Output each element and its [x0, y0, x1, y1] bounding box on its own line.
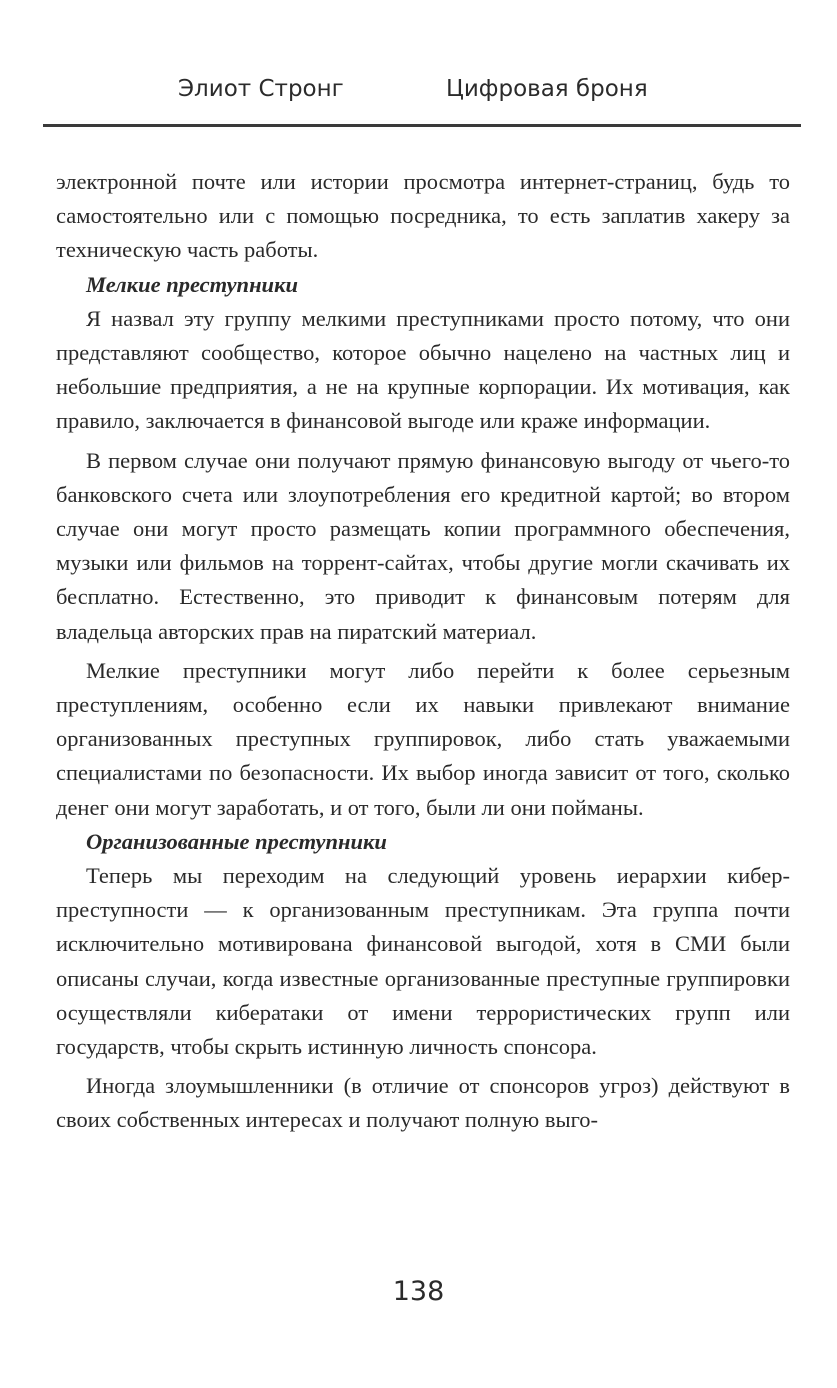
- paragraph: В первом случае они получают прямую финансовую выгоду от чьего-то банковского счета или злоупотребления его кредитной картой; во втором случае они могут просто размещать копии программного обеспечения, музыки или фильмов на торрент-сайтах, чтобы другие могли скачивать их бесплатно. Естественно, это приводит к финансовым потерям для владельца авторских прав на пиратский материал.: [56, 447, 790, 644]
- header-author: Элиот Стронг: [178, 76, 344, 102]
- paragraph: Теперь мы переходим на следующий уровень иерархии киберпреступности — к организованным преступникам. Эта группа почти исключительно мотивирована финансовой выгодой, хотя в СМИ были описаны случаи, когда известные организованные преступные группировки осуществляли кибератаки от имени террористических групп или государств, чтобы скрыть истинную личность спонсора.: [56, 863, 790, 1060]
- header-divider: [43, 124, 801, 127]
- page-number: 138: [392, 1276, 445, 1307]
- running-header: [0, 76, 837, 110]
- section-heading-petty-criminals: Мелкие преступники: [86, 271, 298, 297]
- paragraph: Мелкие преступники могут либо перейти к более серьезным преступлениям, особенно если их навыки привлекают внимание организованных преступных группировок, либо стать уважаемыми специалистами по безопасности. Их выбор иногда зависит от того, сколько денег они могут заработать, и от того, были ли они пойманы.: [56, 657, 790, 820]
- paragraph-continuation: электронной почте или истории просмотра интернет-страниц, будь то самостоятельно или с помощью посредника, то есть заплатив хакеру за техническую часть работы.: [56, 169, 790, 263]
- paragraph: Я назвал эту группу мелкими преступниками просто потому, что они представляют сообщество, которое обычно нацелено на частных лиц и небольшие предприятия, а не на крупные корпорации. Их мотивация, как правило, заключается в финансовой выгоде или краже информации.: [56, 305, 790, 434]
- page-body: [56, 165, 790, 1138]
- paragraph: Иногда злоумышленники (в отличие от спонсоров угроз) действуют в своих собственных интересах и получают полную выго-: [56, 1073, 790, 1133]
- header-book-title: Цифровая броня: [446, 76, 648, 102]
- section-heading-organized-criminals: Организованные преступники: [86, 828, 387, 854]
